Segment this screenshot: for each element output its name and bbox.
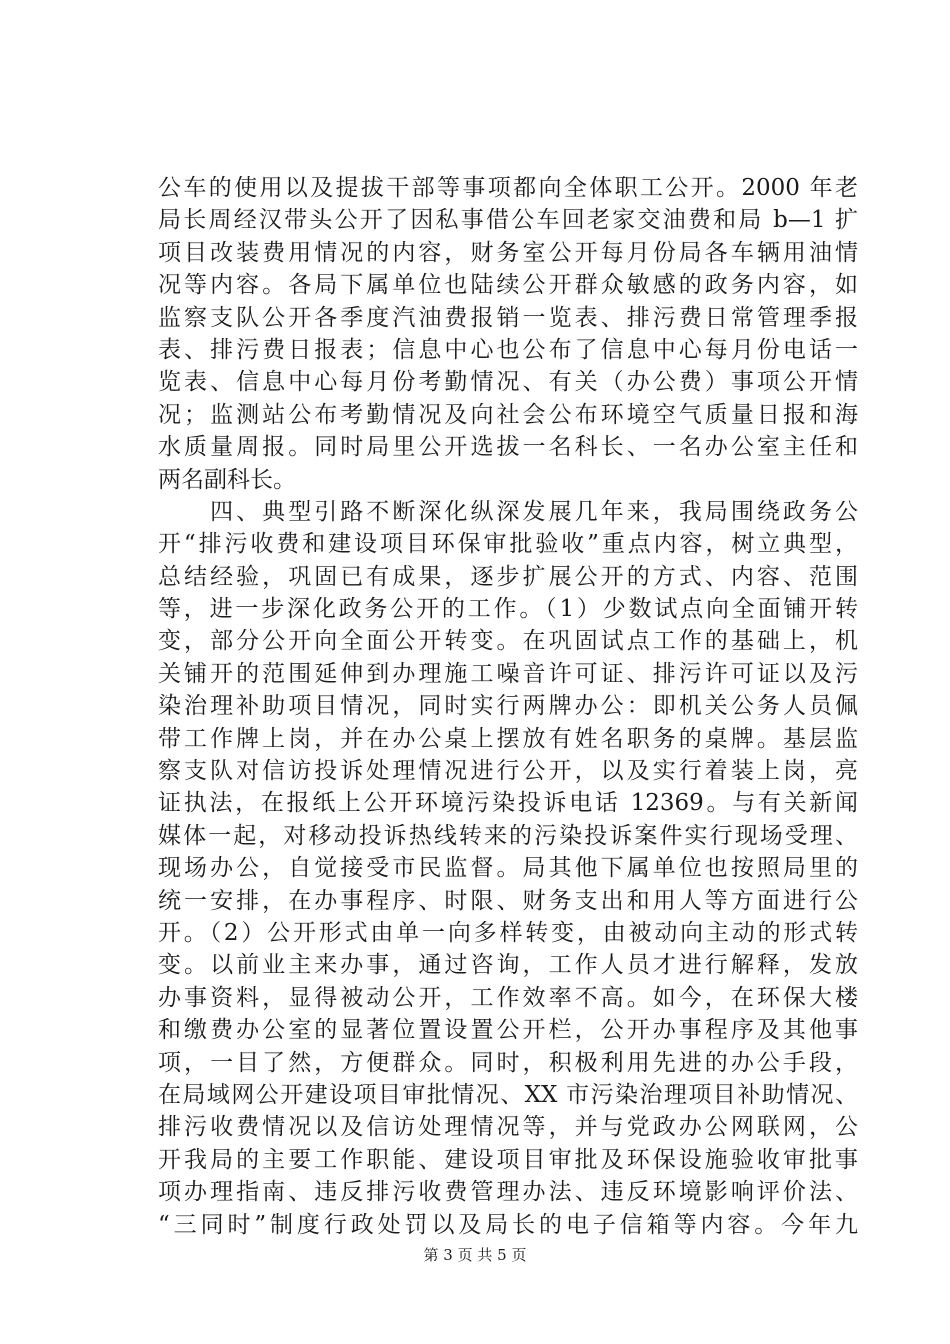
text-line: 带工作牌上岗，并在办公桌上摆放有姓名职务的桌牌。基层监 [158,725,858,752]
text-line: 关铺开的范围延伸到办理施工噪音许可证、排污许可证以及污 [158,660,858,687]
text-line: 开“排污收费和建设项目环保审批验收”重点内容，树立典型， [158,531,858,558]
text-line: 现场办公，自觉接受市民监督。局其他下属单位也按照局里的 [158,855,858,882]
text-line: 项，一目了然，方便群众。同时，积极利用先进的办公手段， [158,1049,858,1076]
text-line: 况等内容。各局下属单位也陆续公开群众敏感的政务内容，如 [158,272,858,299]
text-line: 项办理指南、违反排污收费管理办法、违反环境影响评价法、 [158,1179,858,1206]
text-line: 表、排污费日报表；信息中心也公布了信息中心每月份电话一 [158,336,858,363]
text-line: 开我局的主要工作职能、建设项目审批及环保设施验收审批事 [158,1146,858,1173]
text-line: 项目改装费用情况的内容，财务室公开每月份局各车辆用油情 [158,239,858,266]
text-line: 开。（2）公开形式由单一向多样转变，由被动向主动的形式转 [158,919,858,946]
text-line: 察支队对信访投诉处理情况进行公开，以及实行着装上岗，亮 [158,758,858,785]
text-line: 等，进一步深化政务公开的工作。（1）少数试点向全面铺开转 [158,596,858,623]
text-line: “三同时”制度行政处罚以及局长的电子信箱等内容。今年九 [158,1211,858,1238]
text-line: 在局域网公开建设项目审批情况、XX 市污染治理项目补助情况、 [158,1081,858,1108]
text-line: 况；监测站公布考勤情况及向社会公布环境空气质量日报和海 [158,401,858,428]
text-line: 变。以前业主来办事，通过咨询，工作人员才进行解释，发放 [158,952,858,979]
text-line: 排污收费情况以及信访处理情况等，并与党政办公网联网，公 [158,1114,858,1141]
text-line: 公车的使用以及提拔干部等事项都向全体职工公开。2000 年老 [158,175,858,201]
text-line: 局长周经汉带头公开了因私事借公车回老家交油费和局 b—1 扩 [158,207,858,234]
text-line: 变，部分公开向全面公开转变。在巩固试点工作的基础上，机 [158,628,858,655]
text-line: 水质量周报。同时局里公开选拔一名科长、一名办公室主任和 [158,434,858,461]
text-line: 办事资料，显得被动公开，工作效率不高。如今，在环保大楼 [158,984,858,1011]
body-text [158,172,858,1241]
text-line: 证执法，在报纸上公开环境污染投诉电话 12369。与有关新闻 [158,790,858,817]
text-line: 览表、信息中心每月份考勤情况、有关（办公费）事项公开情 [158,369,858,396]
text-line: 四、典型引路不断深化纵深发展几年来，我局围绕政务公 [158,498,858,525]
text-line: 总结经验，巩固已有成果，逐步扩展公开的方式、内容、范围 [158,563,858,590]
text-line: 两名副科长。 [158,466,296,493]
text-line: 监察支队公开各季度汽油费报销一览表、排污费日常管理季报 [158,304,858,331]
page-footer: 第 3 页 共 5 页 [423,1246,527,1264]
text-line: 染治理补助项目情况，同时实行两牌办公：即机关公务人员佩 [158,693,858,720]
text-line: 媒体一起，对移动投诉热线转来的污染投诉案件实行现场受理、 [158,822,858,849]
text-line: 统一安排，在办事程序、时限、财务支出和用人等方面进行公 [158,887,858,914]
text-line: 和缴费办公室的显著位置设置公开栏，公开办事程序及其他事 [158,1017,858,1044]
